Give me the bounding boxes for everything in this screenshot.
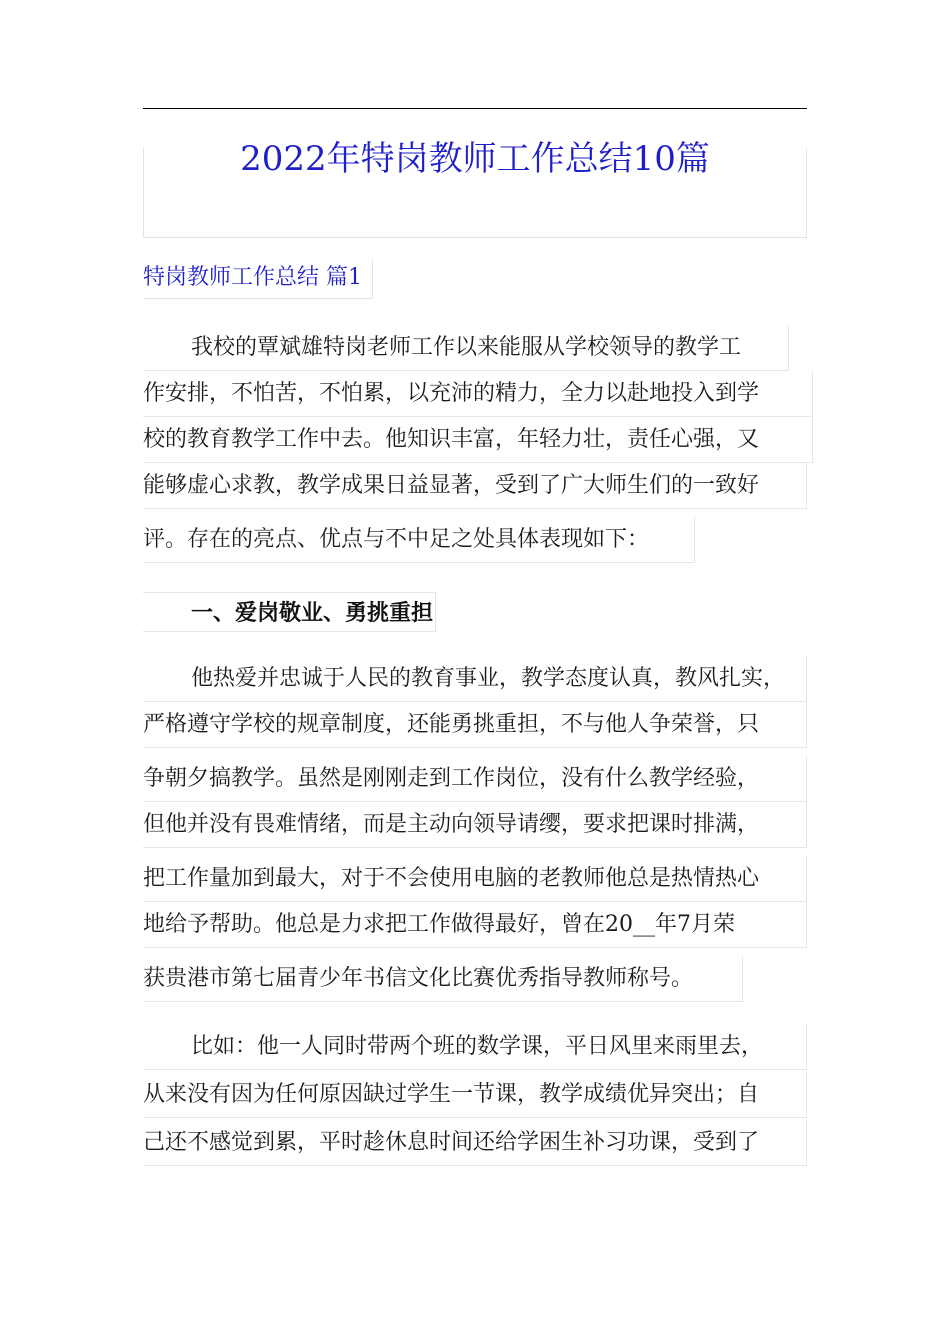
paragraph-2-line-2: 严格遵守学校的规章制度，还能勇挑重担，不与他人争荣誉，只 bbox=[143, 702, 807, 748]
paragraph-2-line-1: 他热爱并忠诚于人民的教育事业，教学态度认真，教风扎实， bbox=[143, 656, 807, 702]
paragraph-1-line-1: 我校的覃斌雄特岗老师工作以来能服从学校领导的教学工 bbox=[143, 325, 789, 371]
paragraph-2-line-3: 争朝夕搞教学。虽然是刚刚走到工作岗位，没有什么教学经验， bbox=[143, 756, 807, 802]
paragraph-2-line-6: 地给予帮助。他总是力求把工作做得最好，曾在20__年7月荣 bbox=[143, 902, 807, 948]
paragraph-2-line-5: 把工作量加到最大，对于不会使用电脑的老教师他总是热情热心 bbox=[143, 856, 807, 902]
section-heading: 特岗教师工作总结 篇1 bbox=[143, 260, 373, 299]
paragraph-1-line-4: 能够虚心求教，教学成果日益显著，受到了广大师生们的一致好 bbox=[143, 463, 807, 509]
paragraph-3-line-2: 从来没有因为任何原因缺过学生一节课，教学成绩优异突出；自 bbox=[143, 1072, 807, 1118]
paragraph-1-line-2: 作安排，不怕苦，不怕累，以充沛的精力，全力以赴地投入到学 bbox=[143, 371, 813, 417]
paragraph-3-line-3: 己还不感觉到累，平时趁休息时间还给学困生补习功课，受到了 bbox=[143, 1120, 807, 1166]
paragraph-2-line-4: 但他并没有畏难情绪，而是主动向领导请缨，要求把课时排满， bbox=[143, 802, 807, 848]
paragraph-2-line-7: 获贵港市第七届青少年书信文化比赛优秀指导教师称号。 bbox=[143, 956, 743, 1002]
header-rule bbox=[143, 108, 807, 109]
paragraph-1-line-3: 校的教育教学工作中去。他知识丰富，年轻力壮，责任心强，又 bbox=[143, 417, 813, 463]
paragraph-1-line-5: 评。存在的亮点、优点与不中足之处具体表现如下： bbox=[143, 517, 695, 563]
subheading-1: 一、爱岗敬业、勇挑重担 bbox=[143, 592, 436, 632]
paragraph-3-line-1: 比如：他一人同时带两个班的数学课，平日风里来雨里去， bbox=[143, 1024, 807, 1070]
document-title: 2022年特岗教师工作总结10篇 bbox=[240, 139, 710, 179]
